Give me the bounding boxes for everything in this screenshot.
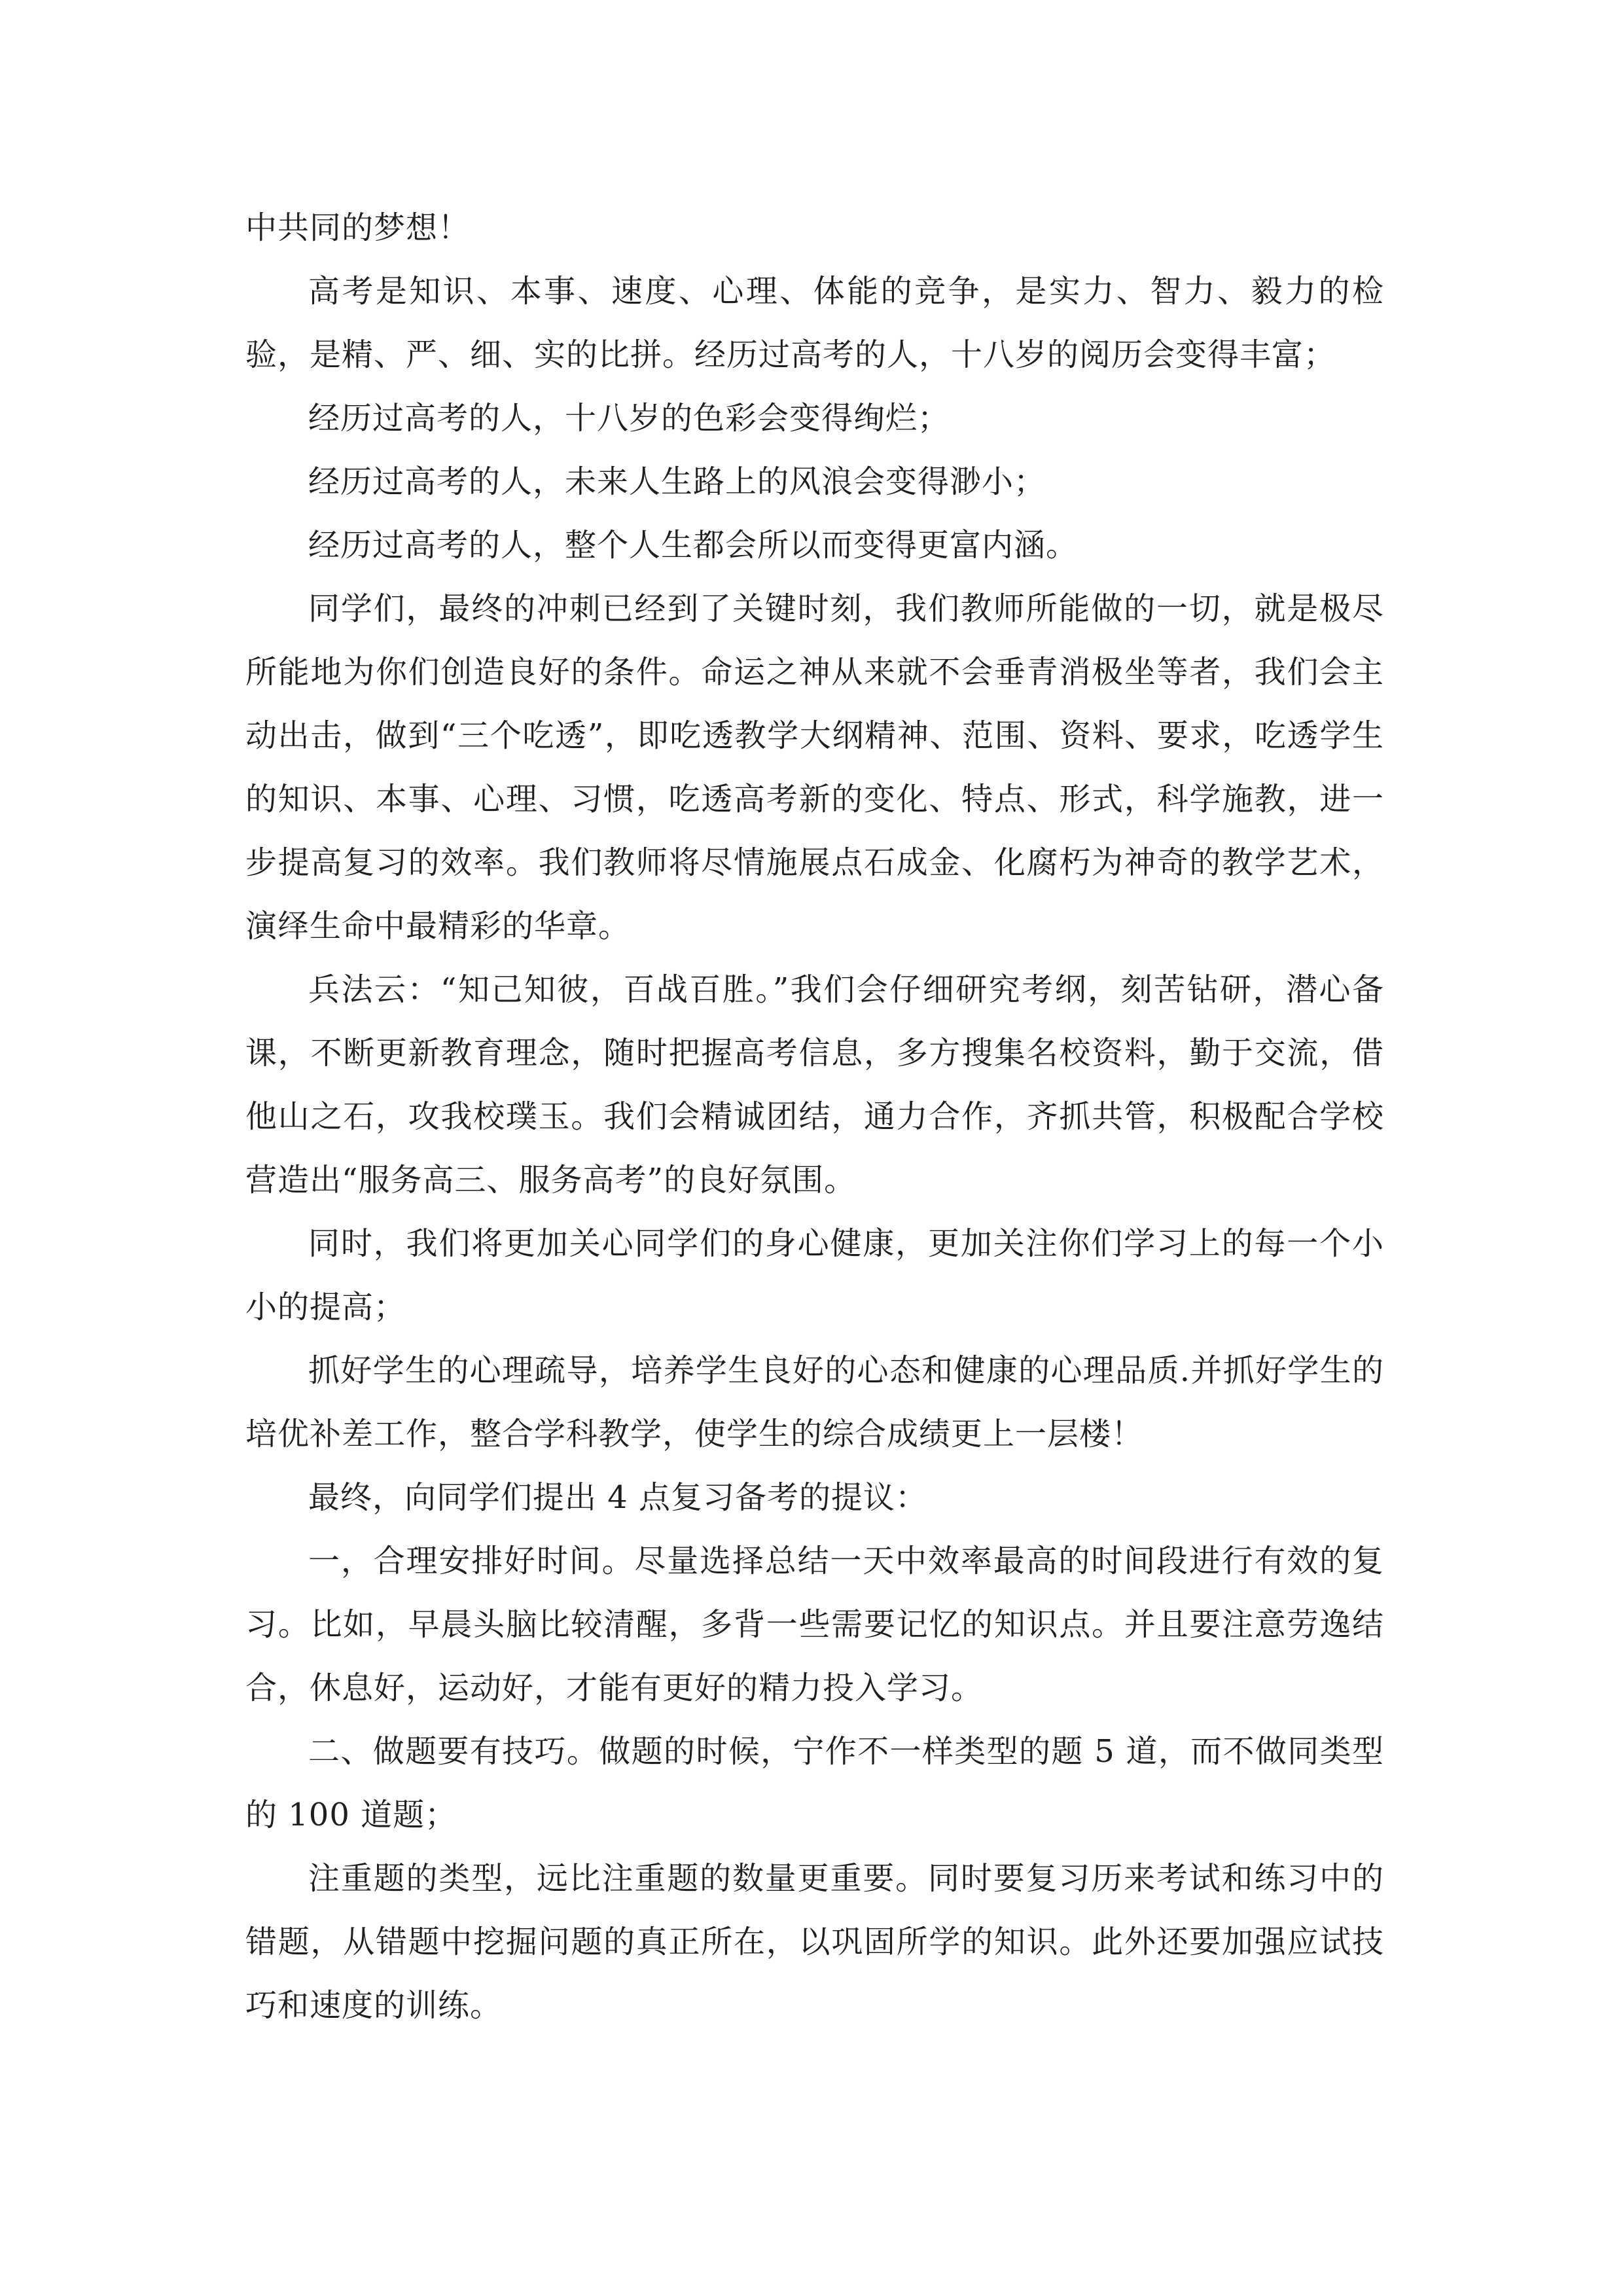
- paragraph-12: 二、做题要有技巧。做题的时候，宁作不一样类型的题 5 道，而不做同类型的 100 道题；: [245, 1733, 1384, 1833]
- paragraph-3: 经历过高考的人，十八岁的色彩会变得绚烂；: [308, 400, 950, 437]
- paragraph-8: 同时，我们将更加关心同学们的身心健康，更加关注你们学习上的每一个小小的提高；: [245, 1225, 1384, 1325]
- paragraph-6: 同学们，最终的冲刺已经到了关键时刻，我们教师所能做的一切，就是极尽所能地为你们创造良好的条件。命运之神从来就不会垂青消极坐等者，我们会主动出击，做到“三个吃透”，即吃透教学大纲精神、范围、资料、要求，吃透学生的知识、本事、心理、习惯，吃透高考新的变化、特点、形式，科学施教，进一步提高复习的效率。我们教师将尽情施展点石成金、化腐朽为神奇的教学艺术，演绎生命中最精彩的华章。: [245, 590, 1384, 944]
- paragraph-7: 兵法云：“知己知彼，百战百胜。”我们会仔细研究考纲，刻苦钻研，潜心备课，不断更新教育理念，随时把握高考信息，多方搜集名校资料，勤于交流，借他山之石，攻我校璞玉。我们会精诚团结，通力合作，齐抓共管，积极配合学校营造出“服务高三、服务高考”的良好氛围。: [245, 971, 1384, 1198]
- paragraph-5: 经历过高考的人，整个人生都会所以而变得更富内涵。: [308, 527, 1079, 564]
- document-body: [245, 196, 1384, 2037]
- paragraph-2: 高考是知识、本事、速度、心理、体能的竞争，是实力、智力、毅力的检验，是精、严、细、实的比拼。经历过高考的人，十八岁的阅历会变得丰富；: [245, 273, 1384, 373]
- paragraph-4: 经历过高考的人，未来人生路上的风浪会变得渺小；: [308, 463, 1046, 500]
- paragraph-11: 一，合理安排好时间。尽量选择总结一天中效率最高的时间段进行有效的复习。比如，早晨头脑比较清醒，多背一些需要记忆的知识点。并且要注意劳逸结合，休息好，运动好，才能有更好的精力投入学习。: [245, 1543, 1384, 1706]
- paragraph-10: 最终，向同学们提出 4 点复习备考的提议：: [308, 1479, 928, 1516]
- paragraph-9: 抓好学生的心理疏导，培养学生良好的心态和健康的心理品质.并抓好学生的培优补差工作，整合学科教学，使学生的综合成绩更上一层楼！: [245, 1352, 1384, 1452]
- paragraph-1: 中共同的梦想！: [245, 209, 471, 246]
- paragraph-13: 注重题的类型，远比注重题的数量更重要。同时要复习历来考试和练习中的错题，从错题中挖掘问题的真正所在，以巩固所学的知识。此外还要加强应试技巧和速度的训练。: [245, 1860, 1384, 2024]
